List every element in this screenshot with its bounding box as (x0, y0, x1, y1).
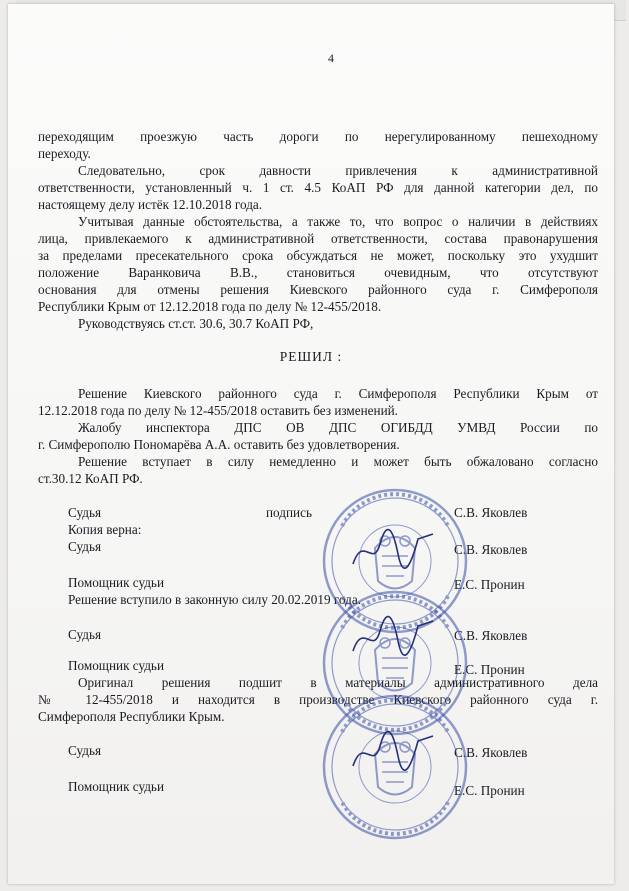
original-location-note (38, 674, 598, 725)
text-line: ответственности, установленный ч. 1 ст. 4.5 КоАП РФ для данной категории дел, по (38, 180, 598, 195)
document-page (8, 4, 614, 884)
assistant-label: Помощник судьи (68, 658, 165, 673)
text-line: основания для отмены решения Киевского районного суда г. Симферополя (38, 282, 598, 297)
text-line: Оригинал решения подшит в материалы административного дела (78, 675, 598, 690)
judge-label: Судья (68, 505, 102, 520)
text-line: положение Варанковича В.В., становиться очевидным, что отсутствуют (38, 265, 598, 280)
text-line: Решение вступает в силу немедленно и может быть обжаловано согласно (78, 454, 598, 469)
text-line: переходящим проезжую часть дороги по нерегулированному пешеходному (38, 129, 598, 144)
paragraph-limitation-period (38, 162, 598, 213)
text-line: Следовательно, срок давности привлечения к административной (78, 163, 598, 178)
text-line: лица, привлекаемого к административной ответственности, состава правонарушения (38, 231, 598, 246)
judge-name: С.В. Яковлев (454, 628, 528, 643)
assistant-name: Е.С. Пронин (454, 662, 525, 677)
judge-label: Судья (68, 743, 102, 758)
copy-true-label: Копия верна: (68, 522, 142, 537)
text-line: Республики Крым от 12.12.2018 года по делу № 12-455/2018. (38, 299, 382, 314)
judge-name: С.В. Яковлев (454, 542, 528, 557)
page-number: 4 (328, 51, 334, 65)
assistant-label: Помощник судьи (68, 779, 165, 794)
text-line: 12.12.2018 года по делу № 12-455/2018 оставить без изменений. (38, 403, 398, 418)
text-line: Руководствуясь ст.ст. 30.6, 30.7 КоАП РФ, (78, 316, 314, 331)
text-line: г. Симферополю Пономарёва А.А. оставить без удовлетворения. (38, 437, 400, 452)
text-line: переходу. (38, 146, 91, 161)
handwritten-signature-icon (348, 524, 438, 574)
judge-label: Судья (68, 539, 102, 554)
decision-complaint (38, 419, 598, 453)
entered-force-note: Решение вступило в законную силу 20.02.2019 года. (68, 592, 362, 607)
assistant-label: Помощник судьи (68, 575, 165, 590)
paragraph-guided-by (38, 315, 598, 332)
text-line: Решение Киевского районного суда г. Симферополя Республики Крым от (78, 386, 598, 401)
text-line: настоящему делу истёк 12.10.2018 года. (38, 197, 263, 212)
text-line: за пределами пресекательного срока обсуждаться не может, поскольку это ухудшит (38, 248, 598, 263)
handwritten-signature-icon (348, 611, 438, 661)
handwritten-signature-icon (348, 726, 438, 776)
judge-name: С.В. Яковлев (454, 745, 528, 760)
text-line: Симферополя Республики Крым. (38, 709, 225, 724)
paragraph-crossing (38, 128, 598, 162)
text-line: Учитывая данные обстоятельства, а также то, что вопрос о наличии в действиях (78, 214, 598, 229)
decision-heading: РЕШИЛ : (279, 349, 343, 364)
assistant-name: Е.С. Пронин (454, 577, 525, 592)
text-line: № 12-455/2018 и находится в производстве Киевского районного суда г. (38, 692, 598, 707)
text-line: ст.30.12 КоАП РФ. (38, 471, 143, 486)
signature-word: подпись (266, 505, 312, 520)
judge-name: С.В. Яковлев (454, 505, 528, 520)
decision-uphold (38, 385, 598, 419)
assistant-name: Е.С. Пронин (454, 783, 525, 798)
text-line: Жалобу инспектора ДПС ОВ ДПС ОГИБДД УМВД России по (78, 420, 598, 435)
paragraph-circumstances (38, 213, 598, 315)
judge-label: Судья (68, 627, 102, 642)
decision-effective (38, 453, 598, 487)
